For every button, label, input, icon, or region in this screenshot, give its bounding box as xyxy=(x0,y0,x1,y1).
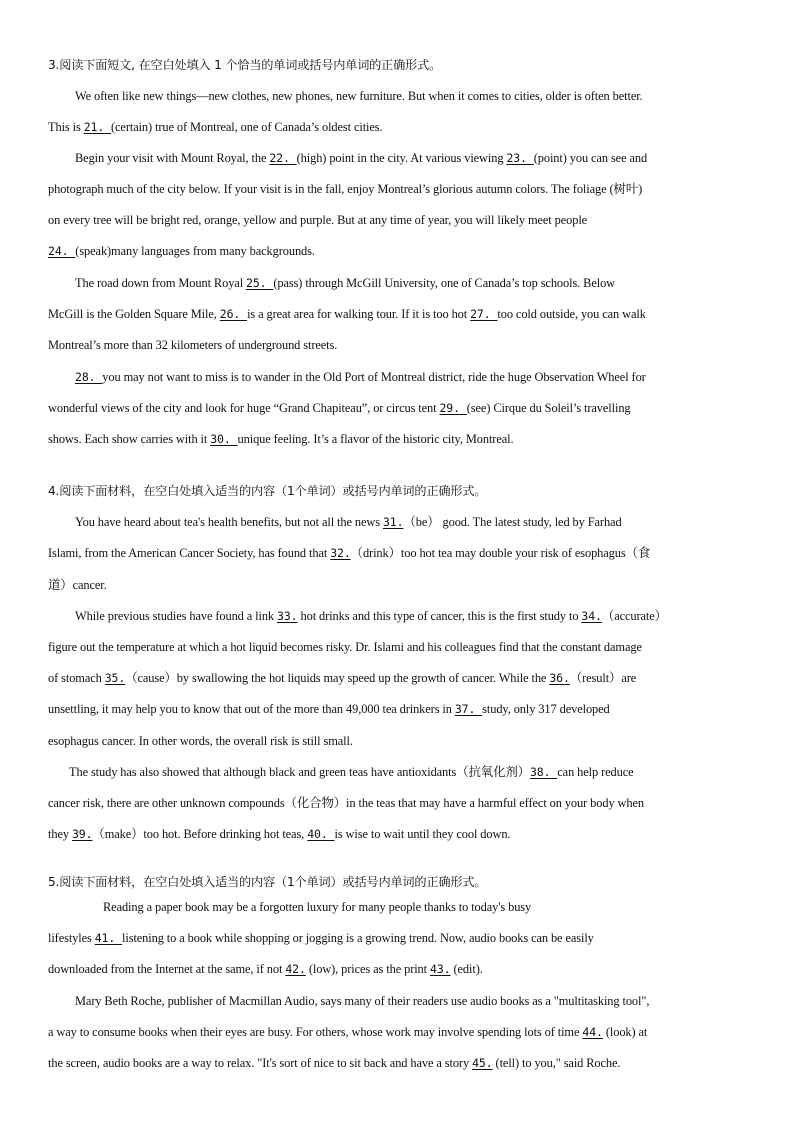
line-text: (certain) true of Montreal, one of Canada’s oldest cities. xyxy=(111,120,383,134)
line-text: Montreal’s more than 32 kilometers of underground streets. xyxy=(48,338,338,352)
line-text: (see) Cirque du Soleil’s travelling xyxy=(466,401,631,415)
line-text: (tell) to you," said Roche. xyxy=(492,1056,621,1070)
section-heading xyxy=(48,57,441,73)
line-text: listening to a book while shopping or jogging is a growing trend. Now, audio books can be easily xyxy=(122,931,594,945)
line-text: McGill is the Golden Square Mile, xyxy=(48,307,220,321)
line-text: While previous studies have found a link xyxy=(75,609,278,623)
blank-number[interactable]: 23. xyxy=(506,151,534,165)
text-line xyxy=(48,181,642,197)
line-text: wonderful views of the city and look for huge “Grand Chapiteau”, or circus tent xyxy=(48,401,440,415)
text-line xyxy=(48,243,315,259)
blank-number[interactable]: 27. xyxy=(470,307,498,321)
line-text: study, only 317 developed xyxy=(482,702,610,716)
line-text: shows. Each show carries with it xyxy=(48,432,211,446)
line-text: esophagus cancer. In other words, the overall risk is still small. xyxy=(48,734,353,748)
line-text: cancer risk, there are other unknown compounds（化合物）in the teas that may have a harmful effect on your body when xyxy=(48,796,644,810)
text-line xyxy=(48,306,646,322)
blank-number[interactable]: 45. xyxy=(472,1056,493,1070)
line-text: hot drinks and this type of cancer, this is the first study to xyxy=(297,609,582,623)
line-text: Mary Beth Roche, publisher of Macmillan Audio, says many of their readers use audio books as a "multitasking tool", xyxy=(75,994,650,1008)
line-text: 道）cancer. xyxy=(48,578,107,592)
text-line xyxy=(48,639,642,655)
line-text: 3.阅读下面短文, 在空白处填入 1 个恰当的单词或括号内单词的正确形式。 xyxy=(48,58,442,72)
text-line xyxy=(75,608,667,624)
line-text: （be） good. The latest study, led by Farhad xyxy=(403,515,622,529)
line-text: is wise to wait until they cool down. xyxy=(334,827,511,841)
line-text: (speak)many languages from many backgrounds. xyxy=(75,244,315,258)
line-text: (high) point in the city. At various viewing xyxy=(296,151,507,165)
blank-number[interactable]: 38. xyxy=(529,765,558,779)
text-line xyxy=(48,795,644,811)
line-text: Reading a paper book may be a forgotten luxury for many people thanks to today's busy xyxy=(103,900,532,914)
line-text: unsettling, it may help you to know that out of the more than 49,000 tea drinkers in xyxy=(48,702,455,716)
line-text: on every tree will be bright red, orange, yellow and purple. But at any time of year, you will likely meet people xyxy=(48,213,588,227)
blank-number[interactable]: 40. xyxy=(307,827,335,841)
line-text: （make）too hot. Before drinking hot teas, xyxy=(92,827,308,841)
line-text: photograph much of the city below. If your visit is in the fall, enjoy Montreal’s glorious autumn colors. The foliage (树叶) xyxy=(48,182,643,196)
blank-number[interactable]: 44. xyxy=(582,1025,603,1039)
section-heading xyxy=(48,483,486,499)
blank-number[interactable]: 26. xyxy=(219,307,248,321)
text-line xyxy=(75,150,647,166)
line-text: The road down from Mount Royal xyxy=(75,276,247,290)
blank-number[interactable]: 31. xyxy=(382,515,404,529)
text-line xyxy=(75,514,622,530)
text-line xyxy=(48,212,587,228)
blank-number[interactable]: 28. xyxy=(75,370,103,384)
line-text: a way to consume books when their eyes are busy. For others, whose work may involve spending lots of time xyxy=(48,1025,583,1039)
line-text: You have heard about tea's health benefits, but not all the news xyxy=(75,515,383,529)
text-line xyxy=(48,826,510,842)
line-text: (low), prices as the print xyxy=(305,962,430,976)
line-text: Begin your visit with Mount Royal, the xyxy=(75,151,270,165)
text-line xyxy=(48,337,337,353)
line-text: lifestyles xyxy=(48,931,95,945)
text-line xyxy=(48,701,610,717)
text-line xyxy=(48,400,631,416)
line-text: (point) you can see and xyxy=(533,151,648,165)
line-text: downloaded from the Internet at the same, if not xyxy=(48,962,286,976)
blank-number[interactable]: 34. xyxy=(581,609,602,623)
blank-number[interactable]: 36. xyxy=(549,671,570,685)
text-line xyxy=(48,1024,647,1040)
text-line xyxy=(69,764,634,780)
text-line xyxy=(75,88,643,104)
blank-number[interactable]: 32. xyxy=(330,546,351,560)
line-text: unique feeling. It’s a flavor of the historic city, Montreal. xyxy=(237,432,514,446)
line-text: you may not want to miss is to wander in the Old Port of Montreal district, ride the huge Observation Wheel for xyxy=(102,370,646,384)
blank-number[interactable]: 33. xyxy=(277,609,298,623)
blank-number[interactable]: 24. xyxy=(48,244,76,258)
line-text: This is xyxy=(48,120,84,134)
line-text: the screen, audio books are a way to relax. "It's sort of nice to sit back and have a story xyxy=(48,1056,473,1070)
line-text: （cause）by swallowing the hot liquids may speed up the growth of cancer. While the xyxy=(125,671,550,685)
line-text: 4.阅读下面材料，在空白处填入适当的内容（1个单词）或括号内单词的正确形式。 xyxy=(48,484,487,498)
blank-number[interactable]: 22. xyxy=(269,151,297,165)
blank-number[interactable]: 42. xyxy=(285,962,306,976)
line-text: （drink）too hot tea may double your risk of esophagus（食 xyxy=(350,546,651,560)
blank-number[interactable]: 25. xyxy=(246,276,274,290)
line-text: (pass) through McGill University, one of Canada’s top schools. Below xyxy=(273,276,616,290)
text-line xyxy=(48,431,513,447)
blank-number[interactable]: 39. xyxy=(71,827,93,841)
text-line xyxy=(48,670,636,686)
line-text: (edit). xyxy=(450,962,483,976)
line-text: （accurate） xyxy=(601,609,667,623)
text-line xyxy=(48,1055,620,1071)
text-line xyxy=(48,577,107,593)
text-line xyxy=(48,733,353,749)
text-line xyxy=(75,369,646,385)
line-text: （result）are xyxy=(569,671,637,685)
blank-number[interactable]: 21. xyxy=(83,120,111,134)
blank-number[interactable]: 37. xyxy=(454,702,483,716)
text-line xyxy=(48,545,650,561)
blank-number[interactable]: 41. xyxy=(94,931,123,945)
line-text: is a great area for walking tour. If it is too hot xyxy=(247,307,471,321)
line-text: (look) at xyxy=(602,1025,648,1039)
line-text: 5.阅读下面材料，在空白处填入适当的内容（1个单词）或括号内单词的正确形式。 xyxy=(48,875,487,889)
blank-number[interactable]: 35. xyxy=(104,671,126,685)
text-line xyxy=(75,993,649,1009)
text-line xyxy=(103,899,531,915)
line-text: they xyxy=(48,827,72,841)
line-text: can help reduce xyxy=(557,765,634,779)
line-text: figure out the temperature at which a hot liquid becomes risky. Dr. Islami and his colleagues find that the constant damage xyxy=(48,640,642,654)
line-text: Islami, from the American Cancer Society, has found that xyxy=(48,546,331,560)
line-text: too cold outside, you can walk xyxy=(497,307,646,321)
line-text: of stomach xyxy=(48,671,105,685)
blank-number[interactable]: 29. xyxy=(439,401,467,415)
blank-number[interactable]: 43. xyxy=(430,962,451,976)
line-text: The study has also showed that although black and green teas have antioxidants（抗氧化剂） xyxy=(69,765,530,779)
text-line xyxy=(48,961,483,977)
section-heading xyxy=(48,874,486,890)
text-line xyxy=(48,930,594,946)
blank-number[interactable]: 30. xyxy=(210,432,238,446)
text-line xyxy=(75,275,615,291)
line-text: We often like new things—new clothes, new phones, new furniture. But when it comes to cities, older is often better. xyxy=(75,89,643,103)
text-line xyxy=(48,119,383,135)
